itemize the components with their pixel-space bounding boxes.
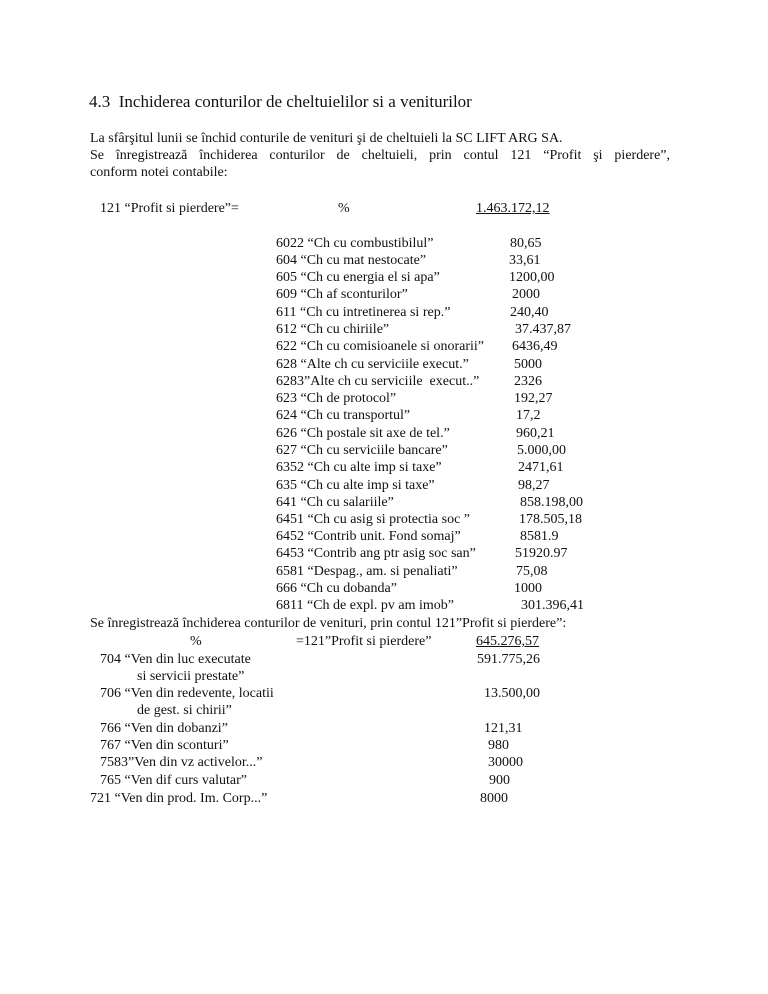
expense-total: 1.463.172,12 (476, 201, 550, 216)
expense-account: 623 “Ch de protocol” (276, 391, 397, 406)
expense-amount: 6436,49 (512, 339, 558, 354)
revenue-account: 706 “Ven din redevente, locatii (100, 686, 274, 701)
expense-amount: 178.505,18 (519, 512, 582, 527)
revenue-account: 765 “Ven dif curs valutar” (100, 773, 247, 788)
intro-line-3: conform notei contabile: (90, 165, 228, 180)
expense-amount: 33,61 (509, 253, 541, 268)
expense-account: 6811 “Ch de expl. pv am imob” (276, 598, 454, 613)
expense-account: 622 “Ch cu comisioanele si onorarii” (276, 339, 484, 354)
expense-amount: 51920.97 (515, 546, 568, 561)
section-heading (89, 92, 472, 112)
revenue-amount: 980 (488, 738, 509, 753)
expense-account: 6581 “Despag., am. si penaliati” (276, 564, 458, 579)
expense-amount: 1200,00 (509, 270, 555, 285)
expense-account: 604 “Ch cu mat nestocate” (276, 253, 427, 268)
section-title: Inchiderea conturilor de cheltuielilor si a veniturilor (118, 92, 472, 111)
expense-amount: 2000 (512, 287, 540, 302)
expense-amount: 858.198,00 (520, 495, 583, 510)
expense-amount: 17,2 (516, 408, 541, 423)
expense-amount: 301.396,41 (521, 598, 584, 613)
expense-account: 605 “Ch cu energia el si apa” (276, 270, 440, 285)
expense-amount: 37.437,87 (515, 322, 571, 337)
expense-amount: 98,27 (518, 478, 550, 493)
expense-account: 6283”Alte ch cu serviciile execut..” (276, 374, 480, 389)
revenue-account-cont: de gest. si chirii” (137, 703, 232, 718)
intro-line-1: La sfârşitul lunii se închid conturile de venituri şi de cheltuieli la SC LIFT ARG SA. (90, 131, 563, 146)
revenue-account: 766 “Ven din dobanzi” (100, 721, 228, 736)
expense-account: 6451 “Ch cu asig si protectia soc ” (276, 512, 471, 527)
expense-account: 624 “Ch cu transportul” (276, 408, 411, 423)
expense-amount: 75,08 (516, 564, 548, 579)
expense-account: 666 “Ch cu dobanda” (276, 581, 397, 596)
expense-account: 609 “Ch af sconturilor” (276, 287, 408, 302)
revenue-amount: 900 (489, 773, 510, 788)
expense-account: 6352 “Ch cu alte imp si taxe” (276, 460, 442, 475)
expense-amount: 2326 (514, 374, 542, 389)
revenue-account: 7583”Ven din vz activelor...” (100, 755, 263, 770)
expense-amount: 192,27 (514, 391, 553, 406)
revenue-amount: 30000 (488, 755, 523, 770)
expense-account: 641 “Ch cu salariile” (276, 495, 394, 510)
expense-amount: 5000 (514, 357, 542, 372)
expense-amount: 5.000,00 (517, 443, 566, 458)
revenue-account: 721 “Ven din prod. Im. Corp...” (90, 791, 268, 806)
expense-amount: 240,40 (510, 305, 549, 320)
revenue-amount: 591.775,26 (477, 652, 540, 667)
expense-account: 635 “Ch cu alte imp si taxe” (276, 478, 435, 493)
expense-amount: 1000 (514, 581, 542, 596)
expense-percent: % (338, 201, 350, 216)
revenue-account: 704 “Ven din luc executate (100, 652, 251, 667)
expense-account: 6022 “Ch cu combustibilul” (276, 236, 434, 251)
expense-account: 6452 “Contrib unit. Fond somaj” (276, 529, 461, 544)
revenue-amount: 121,31 (484, 721, 523, 736)
revenue-total: 645.276,57 (476, 634, 539, 649)
revenue-account-cont: si servicii prestate” (137, 669, 245, 684)
expense-amount: 2471,61 (518, 460, 564, 475)
expense-account: 612 “Ch cu chiriile” (276, 322, 390, 337)
expense-debit-account: 121 “Profit si pierdere”= (100, 201, 239, 216)
expense-account: 626 “Ch postale sit axe de tel.” (276, 426, 450, 441)
expense-amount: 8581.9 (520, 529, 559, 544)
revenue-credit-account: =121”Profit si pierdere” (296, 634, 432, 649)
expense-amount: 80,65 (510, 236, 542, 251)
expense-account: 627 “Ch cu serviciile bancare” (276, 443, 448, 458)
expense-amount: 960,21 (516, 426, 555, 441)
section-number: 4.3 (89, 92, 111, 111)
revenue-amount: 8000 (480, 791, 508, 806)
expense-account: 611 “Ch cu intretinerea si rep.” (276, 305, 451, 320)
revenue-amount: 13.500,00 (484, 686, 540, 701)
revenue-intro: Se înregistrează închiderea conturilor de venituri, prin contul 121”Profit si pierdere”: (90, 616, 567, 631)
expense-account: 628 “Alte ch cu serviciile execut.” (276, 357, 469, 372)
revenue-account: 767 “Ven din sconturi” (100, 738, 229, 753)
expense-account: 6453 “Contrib ang ptr asig soc san” (276, 546, 476, 561)
intro-line-2: Se înregistrează închiderea conturilor de cheltuieli, prin contul 121 “Profit şi pierdere”, (90, 148, 670, 163)
revenue-percent: % (190, 634, 202, 649)
